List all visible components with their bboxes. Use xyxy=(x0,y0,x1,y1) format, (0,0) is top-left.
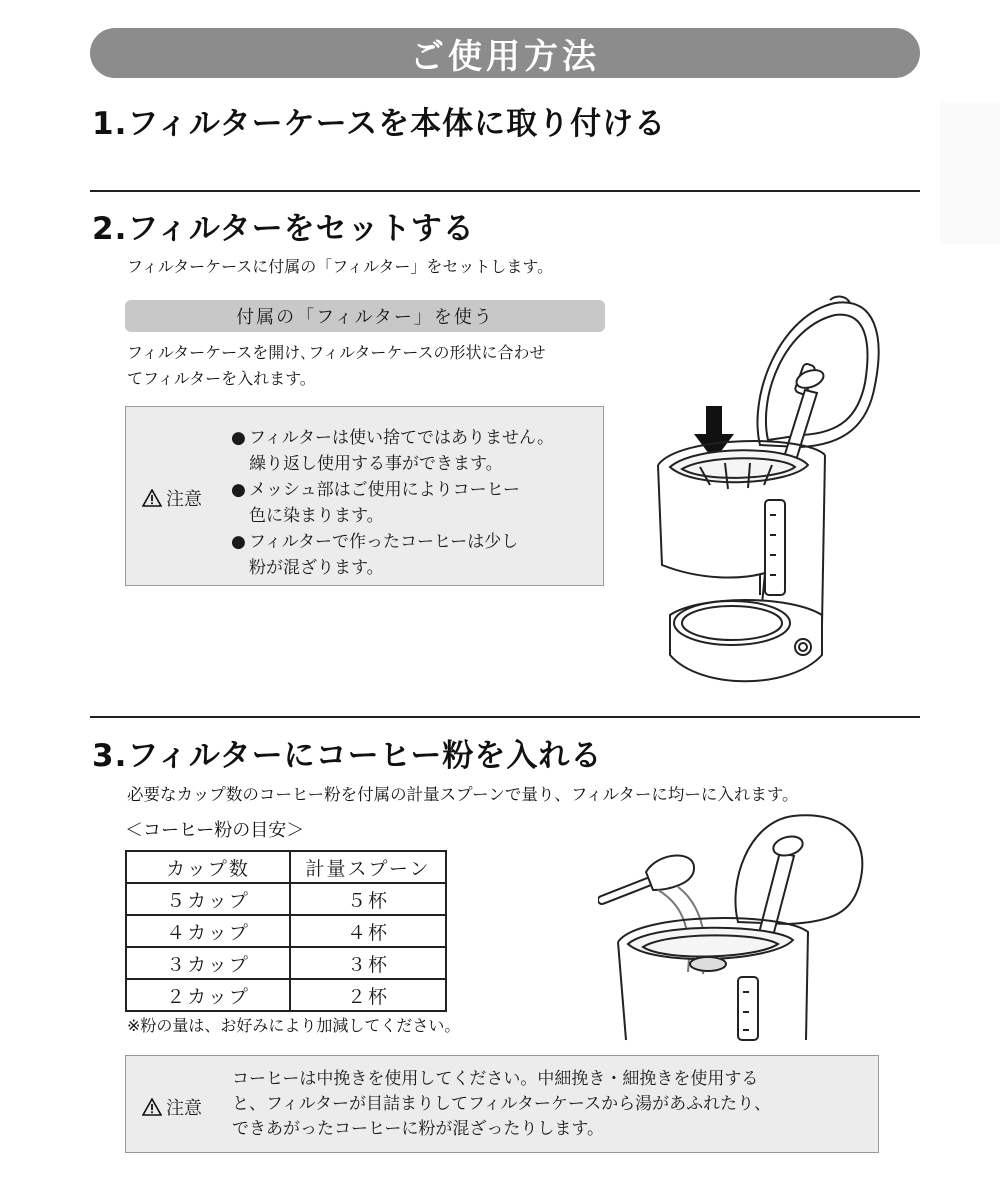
table-cell: ４杯 xyxy=(290,915,446,947)
table-cell: ２杯 xyxy=(290,979,446,1011)
caution-item-text: メッシュ部はご使用によりコーヒー xyxy=(249,480,520,500)
table-header-spoons: 計量スプーン xyxy=(290,851,446,883)
caution-item-cont xyxy=(231,555,554,581)
step2-intro: フィルターケースに付属の「フィルター」をセットします。 xyxy=(127,257,554,276)
table-cell: ３杯 xyxy=(290,947,446,979)
step3-caution-line2: と、フィルターが目詰まりしてフィルターケースから湯があふれたり、 xyxy=(232,1094,772,1114)
caution-item: ● メッシュ部はご使用によりコーヒー xyxy=(231,477,554,503)
divider-1 xyxy=(90,190,920,192)
step2-caution-label: 注意 xyxy=(166,489,202,510)
step3-caution-line1: コーヒーは中挽きを使用してください。中細挽き・細挽きを使用する xyxy=(232,1069,759,1089)
divider-2 xyxy=(90,716,920,718)
table-cell: ４カップ xyxy=(126,915,290,947)
step1-heading: 1.フィルターケースを本体に取り付ける xyxy=(92,106,667,142)
table-row xyxy=(126,979,446,1011)
step2-sub-heading: 付属の「フィルター」を使う xyxy=(236,307,494,328)
caution-item-text: 粉が混ざります。 xyxy=(249,558,384,578)
caution-item-cont xyxy=(231,503,554,529)
step3-caution-line3: できあがったコーヒーに粉が混ざったりします。 xyxy=(232,1119,604,1139)
coffee-maker-filter-illustration xyxy=(640,295,890,695)
table-row xyxy=(126,947,446,979)
page-title-bar xyxy=(90,28,920,78)
step3-intro: 必要なカップ数のコーヒー粉を付属の計量スプーンで量り、フィルターに均ーに入れます。 xyxy=(127,785,799,804)
caution-item-text: フィルターで作ったコーヒーは少し xyxy=(249,532,519,552)
table-header-cups: カップ数 xyxy=(126,851,290,883)
caution-item-text: 繰り返し使用する事ができます。 xyxy=(249,454,503,474)
table-header-row xyxy=(126,851,446,883)
step2-sub-heading-bar xyxy=(125,300,605,332)
warning-triangle-icon xyxy=(142,1098,162,1116)
coffee-guide-table xyxy=(125,850,447,1012)
step3-caution-label: 注意 xyxy=(166,1098,202,1119)
page-title: ご使用方法 xyxy=(410,36,600,77)
table-row xyxy=(126,883,446,915)
caution-item: ● フィルターで作ったコーヒーは少し xyxy=(231,529,554,555)
step3-caution-box xyxy=(125,1055,879,1153)
table-cell: ５杯 xyxy=(290,883,446,915)
table-cell: ３カップ xyxy=(126,947,290,979)
step2-caution-list xyxy=(231,425,554,581)
step3-note: ※粉の量は、お好みにより加減してください。 xyxy=(127,1016,461,1035)
step2-desc-line2: てフィルターを入れます。 xyxy=(127,369,316,388)
table-row xyxy=(126,915,446,947)
guide-title: ＜コーヒー粉の目安＞ xyxy=(125,820,305,841)
caution-item-text: フィルターは使い捨てではありません。 xyxy=(249,428,554,448)
step3-heading: 3.フィルターにコーヒー粉を入れる xyxy=(92,738,603,774)
coffee-powder-spoon-illustration xyxy=(598,812,878,1042)
table-cell: ２カップ xyxy=(126,979,290,1011)
caution-item-cont xyxy=(231,451,554,477)
warning-triangle-icon xyxy=(142,489,162,507)
step3-caution-label-wrap xyxy=(142,1094,202,1120)
step3-caution-text xyxy=(232,1067,771,1142)
step2-caution-box xyxy=(125,406,604,586)
side-tab xyxy=(940,102,1000,244)
step2-heading: 2.フィルターをセットする xyxy=(92,211,475,247)
caution-item: ● フィルターは使い捨てではありません。 xyxy=(231,425,554,451)
table-cell: ５カップ xyxy=(126,883,290,915)
step2-desc-line1: フィルターケースを開け､フィルターケースの形状に合わせ xyxy=(127,343,546,362)
step2-description xyxy=(127,340,546,392)
step2-caution-label-wrap xyxy=(142,485,202,511)
caution-item-text: 色に染まります。 xyxy=(249,506,384,526)
